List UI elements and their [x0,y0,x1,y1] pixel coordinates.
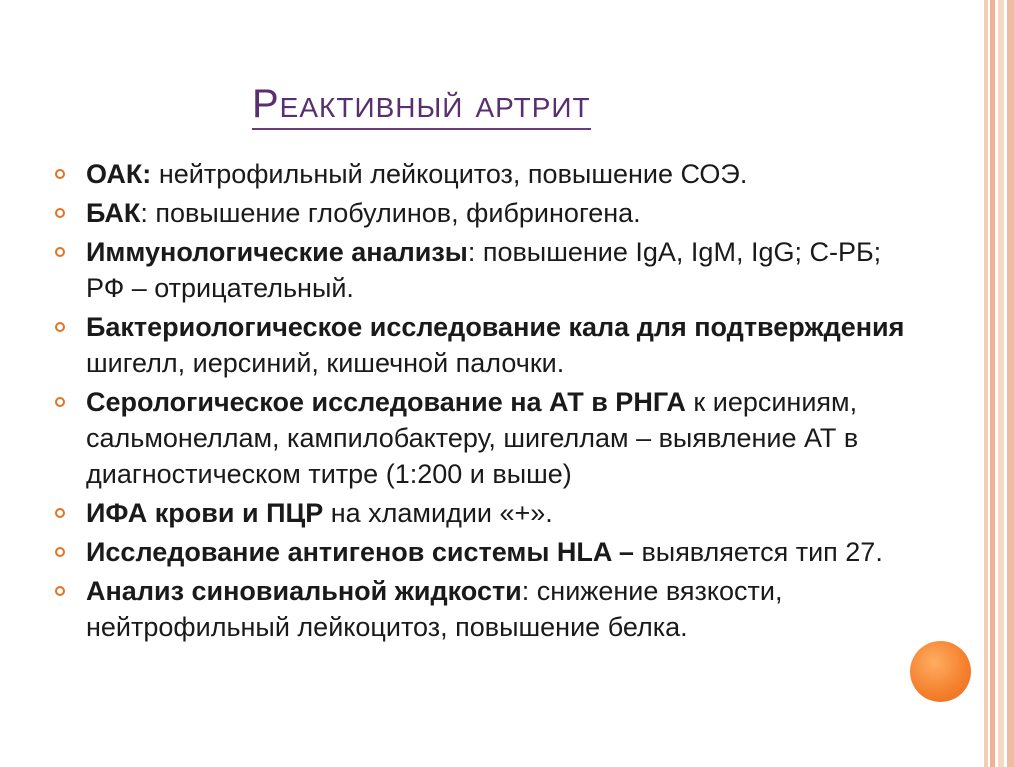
bullet-marker-icon [55,397,65,407]
bullet-marker-icon [55,322,65,332]
list-item [55,195,915,231]
list-item [55,384,915,492]
list-item [55,234,915,306]
bullet-marker-icon [55,208,65,218]
bullet-marker-icon [55,169,65,179]
list-item [55,573,915,645]
bullet-marker-icon [55,586,65,596]
bullet-text: на хламидии «+». [323,498,553,528]
bullet-heading: Бактериологическое исследование кала для подтверждения [86,312,905,342]
bullet-heading: БАК [86,198,141,228]
bullet-heading: ИФА крови и ПЦР [86,498,324,528]
list-item [55,156,915,192]
list-item [55,534,915,570]
bullet-text: выявляется тип 27. [633,537,883,567]
decorative-stripes [984,0,1014,767]
bullet-heading: Анализ синовиальной жидкости [86,576,522,606]
bullet-marker-icon [55,508,65,518]
bullet-heading: Серологическое исследование на АТ в РНГА [86,387,686,417]
bullet-heading: Иммунологические анализы [86,237,468,267]
bullet-text: : снижение вязкости, нейтрофильный лейкоцитоз, повышение белка [86,576,783,642]
bullet-text: : повышение IgA, IgM, IgG; С-РБ; РФ – отрицательный. [86,237,882,303]
bullet-marker-icon [55,547,65,557]
list-item [55,309,915,381]
bullet-text: к иерсиниям, сальмонеллам, кампилобактеру, шигеллам – выявление АТ в диагностическом титре (1:200 и выше) [86,387,859,489]
bullet-marker-icon [55,247,65,257]
bullet-heading: ОАК: [86,159,152,189]
slide-title: Реактивный артрит [252,82,591,130]
bullet-list [55,156,915,648]
orange-circle-icon [910,641,971,702]
bullet-text: нейтрофильный лейкоцитоз, повышение СОЭ. [151,159,748,189]
bullet-heading: Исследование антигенов системы HLA – [86,537,634,567]
bullet-tail: . [680,612,688,642]
bullet-text: : повышение глобулинов, фибриногена. [140,198,641,228]
list-item [55,495,915,531]
bullet-text: шигелл, иерсиний, кишечной палочки. [86,348,565,378]
